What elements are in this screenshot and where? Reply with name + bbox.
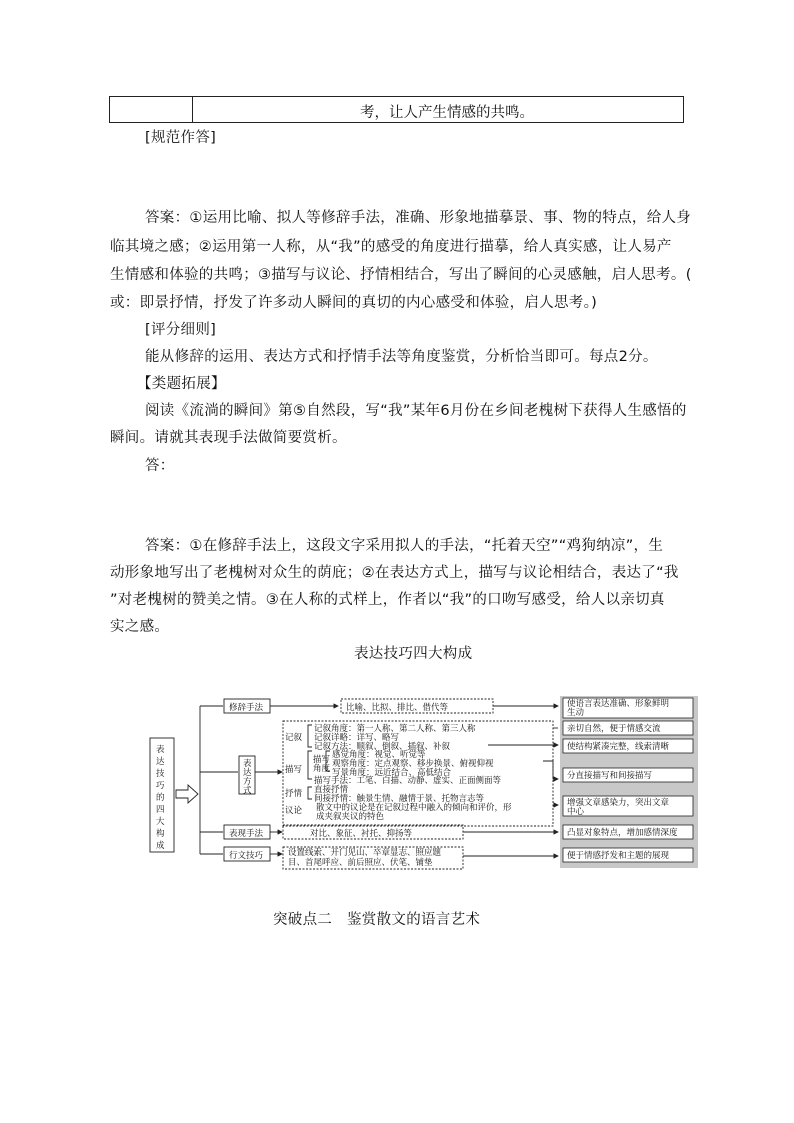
branch-label: 行文技巧 [229, 851, 264, 861]
effect-text: 使语言表达准确、形象鲜明 [567, 699, 670, 709]
narration-item: 记叙角度：第一人称、第二人称、第三人称 [314, 724, 476, 734]
argument-label: 议论 [285, 806, 303, 816]
technique-items: 对比、象征、衬托、抑扬等 [310, 829, 413, 839]
answer-2-line: ”对老槐树的赞美之情。③在人称的式样上，作者以“我”的口吻写感受，给人以亲切真 [110, 592, 665, 608]
effect-text: 生动 [567, 708, 585, 718]
angle-item: 观察角度：定点观察、移步换景、俯视仰视 [332, 759, 494, 769]
argument-text: 成夹叙夹议的特色 [316, 812, 385, 822]
answer-1-line: 生情感和体验的共鸣；③描写与议论、抒情相结合，写出了瞬间的心灵感触，启人思考。( [110, 267, 692, 283]
answer-prompt: 答： [145, 458, 175, 474]
scoring-label: [评分细则] [145, 322, 217, 338]
branch-label-char: 达 [243, 768, 252, 778]
angle-label-char: 角度 [313, 764, 331, 774]
branch-label-char: 表 [243, 759, 252, 769]
question-line: 瞬间。请就其表现手法做简要赏析。 [110, 430, 347, 446]
root-char: 达 [156, 757, 165, 767]
branch-label: 修辞手法 [229, 703, 264, 713]
answer-2-line: 动形象地写出了老槐树对众生的荫庇；②在表达方式上，描写与议论相结合，表达了“我 [110, 565, 679, 581]
root-char: 构 [156, 829, 165, 839]
lyric-item: 间接抒情：触景生情、融情于景、托物言志等 [314, 794, 485, 804]
lyric-item: 直接抒情 [314, 785, 349, 795]
effect-text: 便于情感抒发和主题的展现 [567, 851, 670, 861]
guide-label: [规范作答] [145, 130, 217, 146]
effect-text: 使结构紧凑完整，线索清晰 [567, 742, 670, 752]
answer-1-line: 答案：①运用比喻、拟人等修辞手法，准确、形象地描摹景、事、物的特点，给人身 [145, 210, 692, 226]
root-char: 大 [156, 817, 165, 827]
answer-2-line: 实之感。 [110, 619, 170, 635]
branch-label: 表现手法 [229, 829, 264, 839]
rhetoric-items: 比喻、比拟、排比、借代等 [346, 703, 449, 713]
effect-text: 增强文章感染力，突出文章 [567, 798, 670, 808]
root-char: 巧 [156, 781, 165, 791]
root-char: 的 [156, 793, 165, 803]
answer-1-line: 或：即景抒情，抒发了许多动人瞬间的真切的内心感受和体验，启人思考。) [110, 295, 598, 311]
angle-item: 感觉角度：视觉、听觉等 [332, 750, 426, 760]
section-heading: 突破点二 鉴赏散文的语言艺术 [273, 912, 481, 928]
effect-text: 分直接描写和间接描写 [567, 771, 653, 781]
writing-items: 设置线索、开门见山、卒章显志、照应题 [288, 848, 442, 858]
branch-label-char: 式 [243, 786, 252, 796]
angle-item: 写景角度：远近结合、高低结合 [332, 768, 452, 778]
argument-text: 散文中的议论是在记叙过程中融入的倾向和评价，形 [316, 803, 512, 813]
question-line: 阅读《流淌的瞬间》第⑤自然段，写“我”某年6月份在乡间老槐树下获得人生感悟的 [145, 403, 687, 419]
writing-items: 目、首尾呼应、前后照应、伏笔、铺垫 [288, 858, 433, 868]
scoring-text: 能从修辞的运用、表达方式和抒情手法等角度鉴赏，分析恰当即可。每点2分。 [145, 349, 658, 365]
root-char: 技 [156, 769, 165, 779]
narration-item: 记叙方法：顺叙、倒叙、插叙、补叙 [314, 742, 451, 752]
root-char: 成 [156, 841, 165, 851]
narration-label: 记叙 [285, 733, 303, 743]
branch-label-char: 方 [243, 777, 252, 787]
root-char: 四 [156, 805, 165, 815]
description-label: 描写 [285, 765, 303, 775]
table-cell-text: 考，让人产生情感的共鸣。 [360, 105, 534, 121]
description-method: 描写手法：工笔、白描、动静、虚实、正面侧面等 [314, 776, 502, 786]
lyric-label: 抒情 [285, 789, 303, 799]
extension-label: 【类题拓展】 [137, 376, 226, 392]
effect-text: 亲切自然，便于情感交流 [567, 724, 661, 734]
narration-item: 记叙详略：详写、略写 [314, 733, 400, 743]
answer-1-line: 临其境之感；②运用第一人称，从“我”的感受的角度进行描摹，给人真实感，让人易产 [110, 239, 672, 255]
root-char: 表 [156, 745, 165, 755]
answer-2-line: 答案：①在修辞手法上，这段文字采用拟人的手法，“托着天空”“鸡狗纳凉”，生 [145, 538, 664, 554]
angle-label-char: 描写 [313, 755, 331, 765]
effect-text: 凸显对象特点，增加感情深度 [567, 828, 678, 838]
effect-text: 中心 [567, 807, 585, 817]
diagram-title: 表达技巧四大构成 [354, 646, 473, 662]
